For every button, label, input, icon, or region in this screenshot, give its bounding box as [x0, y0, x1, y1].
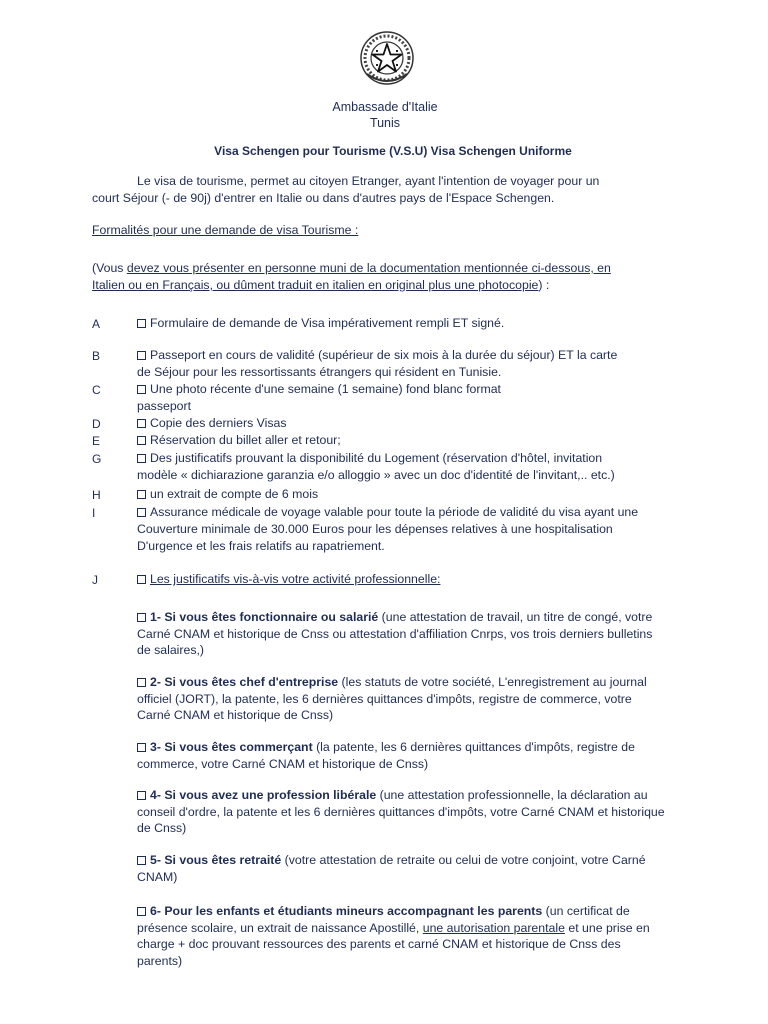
professional-label: 4- Si vous avez une profession libérale	[150, 788, 377, 802]
professional-text: (une attestation professionnelle, la déclaration au conseil d'ordre, la patente et les 6 dernières quittances d'impôts, votre Carné CNAM et historique de Cnss)	[137, 788, 665, 835]
list-item-c	[137, 381, 677, 415]
item-letter-c: C	[92, 383, 101, 397]
notice-underlined-2: Italien ou en Français, ou dûment traduit en italien en original plus une photocopie	[92, 278, 539, 292]
professional-label: 6- Pour les enfants et étudiants mineurs accompagnant les parents	[150, 904, 543, 918]
checkbox[interactable]	[137, 678, 146, 687]
embassy-city: Tunis	[369, 116, 401, 130]
item-text: un extrait de compte de 6 mois	[150, 487, 319, 501]
list-item-i	[137, 504, 677, 555]
professional-text: (un certificat de présence scolaire, un extrait de naissance Apostillé,	[137, 904, 630, 935]
checkbox[interactable]	[137, 454, 146, 463]
checkbox[interactable]	[137, 743, 146, 752]
professional-text: (la patente, les 6 dernières quittances d'impôts, registre de commerce, votre Carné CNAM et historique de Cnss)	[137, 740, 635, 771]
professional-item-1	[137, 609, 667, 659]
professional-item-4	[137, 787, 667, 837]
professional-label: 2- Si vous êtes chef d'entreprise	[150, 675, 339, 689]
item-letter-d: D	[92, 417, 101, 431]
checkbox[interactable]	[137, 907, 146, 916]
professional-item-2	[137, 674, 667, 724]
item-text: Une photo récente d'une semaine (1 semaine) fond blanc format	[150, 382, 501, 396]
list-item-d	[137, 415, 677, 432]
notice-suffix: ) :	[538, 278, 550, 292]
checkbox[interactable]	[137, 490, 146, 499]
item-letter-g: G	[92, 452, 102, 466]
item-letter-b: B	[92, 349, 101, 363]
list-item-a	[137, 315, 677, 332]
professional-text: et une prise en charge + doc prouvant ressources des parents et carné CNAM et historique de Cnss des parents)	[137, 920, 650, 968]
item-text: Formulaire de demande de Visa impérativement rempli ET signé.	[150, 316, 505, 330]
notice-prefix: (Vous	[92, 261, 127, 275]
professional-item-6	[137, 903, 667, 969]
intro-line-2: court Séjour (- de 90j) d'entrer en Italie ou dans d'autres pays de l'Espace Schengen.	[92, 191, 555, 205]
checkbox[interactable]	[137, 319, 146, 328]
item-letter-i: I	[92, 506, 96, 520]
notice-line-2	[92, 277, 672, 294]
checkbox[interactable]	[137, 791, 146, 800]
checkbox[interactable]	[137, 613, 146, 622]
checkbox[interactable]	[137, 856, 146, 865]
item-text: Les justificatifs vis-à-vis votre activité professionnelle:	[150, 572, 441, 586]
document-title: Visa Schengen pour Tourisme (V.S.U) Visa Schengen Uniforme	[214, 144, 572, 158]
intro-line-1: Le visa de tourisme, permet au citoyen Etranger, ayant l'intention de voyager pour un	[137, 174, 600, 188]
checkbox[interactable]	[137, 575, 146, 584]
list-item-j	[137, 571, 677, 588]
item-text: Couverture minimale de 30.000 Euros pour les dépenses relatives à une hospitalisation	[137, 522, 613, 536]
list-item-e	[137, 432, 677, 449]
italian-republic-emblem-icon	[359, 30, 415, 86]
item-letter-e: E	[92, 434, 101, 448]
professional-text: (les statuts de votre société, L'enregistrement au journal officiel (JORT), la patente, les 6 dernières quittances d'impôts, registre de commerce, votre Carné CNAM et historique de Cnss)	[137, 675, 647, 722]
professional-item-3	[137, 739, 667, 772]
item-text: D'urgence et les frais relatifs au rapatriement.	[137, 539, 385, 553]
item-text: Passeport en cours de validité (supérieur de six mois à la durée du séjour) ET la carte	[150, 348, 618, 362]
item-text: Assurance médicale de voyage valable pour toute la période de validité du visa ayant une	[150, 505, 639, 519]
list-item-g	[137, 450, 677, 484]
list-item-h	[137, 486, 677, 503]
list-item-b	[137, 347, 677, 381]
item-letter-j: J	[92, 573, 98, 587]
notice-underlined-1: devez vous présenter en personne muni de la documentation mentionnée ci-dessous, en	[126, 261, 611, 275]
item-text: modèle « dichiarazione garanzia e/o alloggio » avec un doc d'identité de l'invitant,.. etc.)	[137, 468, 615, 482]
professional-text-underlined: une autorisation parentale	[422, 920, 565, 935]
professional-text: (votre attestation de retraite ou celui de votre conjoint, votre Carné CNAM)	[137, 853, 646, 884]
checkbox[interactable]	[137, 419, 146, 428]
item-text: de Séjour pour les ressortissants étrangers qui résident en Tunisie.	[137, 365, 502, 379]
checkbox[interactable]	[137, 508, 146, 517]
embassy-name: Ambassade d'Italie	[332, 100, 438, 114]
professional-label: 1- Si vous êtes fonctionnaire ou salarié	[150, 610, 379, 624]
item-letter-a: A	[92, 317, 101, 331]
item-text: Copie des derniers Visas	[150, 416, 287, 430]
checkbox[interactable]	[137, 385, 146, 394]
formalities-heading: Formalités pour une demande de visa Tourisme :	[92, 223, 359, 237]
item-text: Des justificatifs prouvant la disponibilité du Logement (réservation d'hôtel, invitation	[150, 451, 603, 465]
notice-line-1	[92, 260, 672, 277]
professional-label: 3- Si vous êtes commerçant	[150, 740, 313, 754]
professional-item-5	[137, 852, 667, 885]
item-text: passeport	[137, 399, 192, 413]
professional-text: (une attestation de travail, un titre de congé, votre Carné CNAM et historique de Cnss ou attestation d'affiliation Cnrps, vos trois derniers bulletins de salaires,)	[137, 610, 653, 657]
item-letter-h: H	[92, 488, 101, 502]
checkbox[interactable]	[137, 351, 146, 360]
item-text: Réservation du billet aller et retour;	[150, 433, 341, 447]
checkbox[interactable]	[137, 436, 146, 445]
professional-label: 5- Si vous êtes retraité	[150, 853, 282, 867]
